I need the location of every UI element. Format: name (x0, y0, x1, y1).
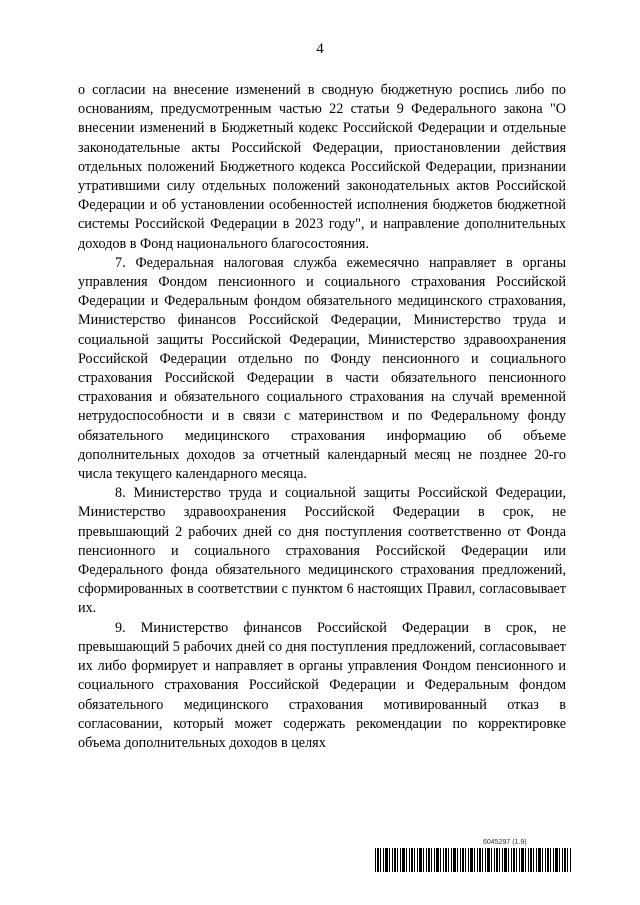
paragraph-item-7: 7. Федеральная налоговая служба ежемесячно направляет в органы управления Фондом пенсионного и социального страхования Российской Федерации и Федеральным фондом обязательного медицинского страхования, Министерство финансов Российской Федерации, Министерство труда и социальной защиты Российской Федерации, Министерство здравоохранения Российской Федерации отдельно по Фонду пенсионного и социального страхования Российской Федерации в части обязательного пенсионного страхования и обязательного социального страхования на случай временной нетрудоспособности и в связи с материнством и по Федеральному фонду обязательного медицинского страхования информацию об объеме дополнительных доходов за отчетный календарный месяц не позднее 20-го числа текущего календарного месяца. (78, 254, 566, 483)
paragraph-item-8: 8. Министерство труда и социальной защиты Российской Федерации, Министерство здравоохранения Российской Федерации в срок, не превышающий 2 рабочих дней со дня поступления соответственно от Фонда пенсионного и социального страхования Российской Федерации или Федерального фонда обязательного медицинского страхования предложений, сформированных в соответствии с пунктом 6 настоящих Правил, согласовывает их. (78, 485, 566, 617)
page-number: 4 (316, 41, 324, 57)
paragraph-continuation: о согласии на внесение изменений в сводную бюджетную роспись либо по основаниям, предусмотренным частью 22 статьи 9 Федерального закона "О внесении изменений в Бюджетный кодекс Российской Федерации и отдельные законодательные акты Российской Федерации, приостановлении действия отдельных положений Бюджетного кодекса Российской Федерации, признании утратившими силу отдельных положений законодательных актов Российской Федерации и об установлении особенностей исполнения бюджетов бюджетной системы Российской Федерации в 2023 году", и направление дополнительных доходов в Фонд национального благосостояния. (78, 82, 566, 252)
document-code: 6045297 (1.9) (483, 839, 527, 846)
paragraph-item-9: 9. Министерство финансов Российской Федерации в срок, не превышающий 5 рабочих дней со дня поступления предложений, согласовывает их либо формирует и направляет в органы управления Фондом пенсионного и социального страхования Российской Федерации и Федеральным фондом обязательного медицинского страхования мотивированный отказ в согласовании, который может содержать рекомендации по корректировке объема дополнительных доходов в целях (78, 619, 566, 751)
barcode-image (375, 848, 571, 872)
document-body (78, 81, 566, 753)
